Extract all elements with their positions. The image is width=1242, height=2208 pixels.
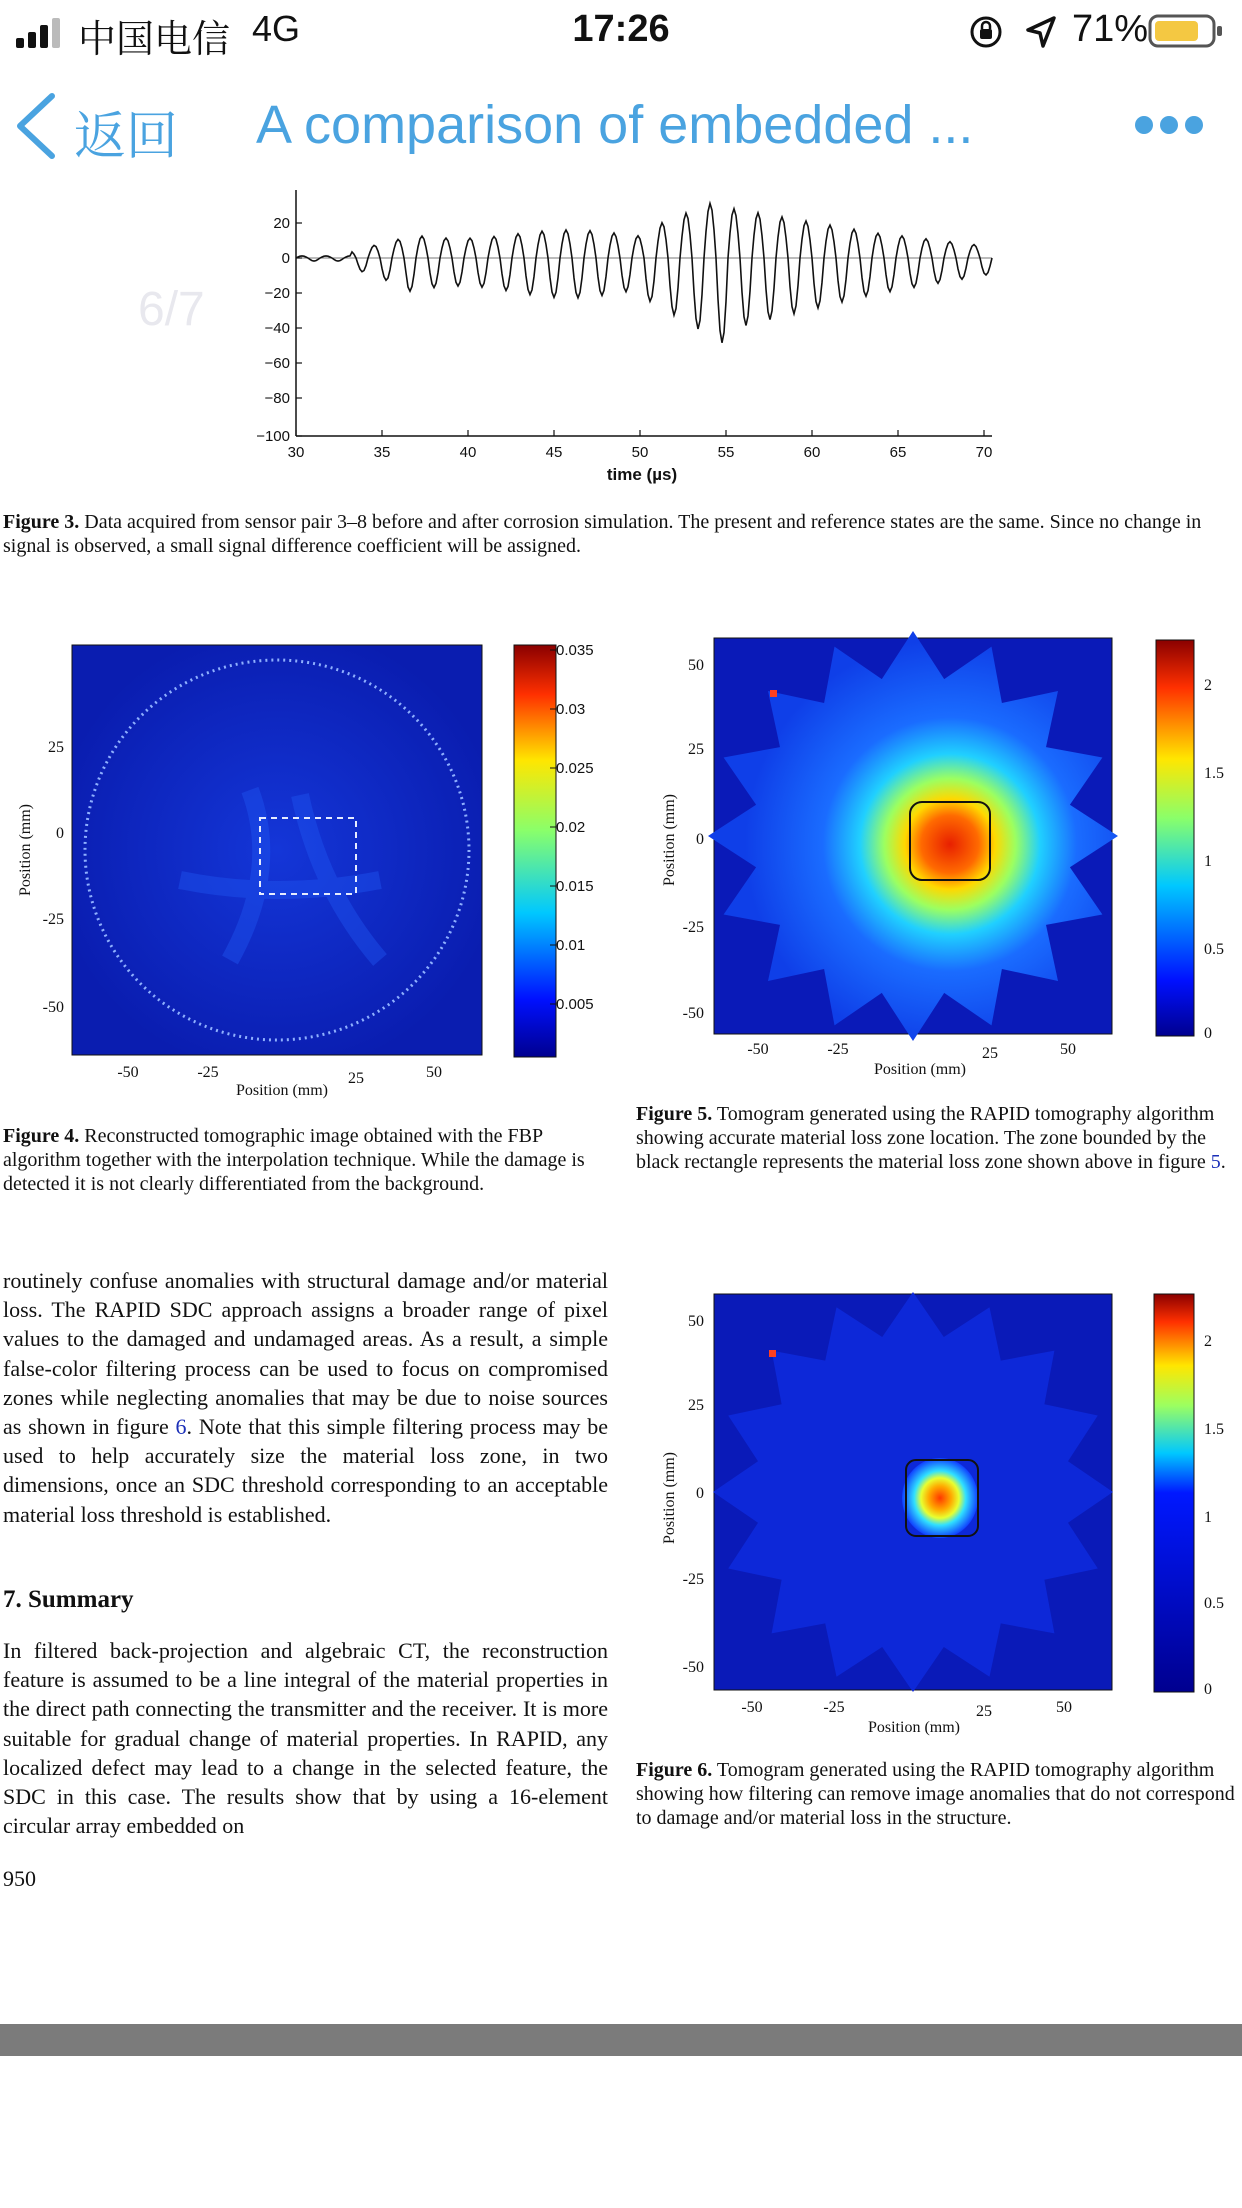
figure4-colorbar-tick-label: 0.025	[556, 760, 594, 777]
figure4-tomogram	[0, 630, 600, 1100]
figure6-y-tick-label: 25	[688, 1397, 704, 1414]
figure3-caption-label: Figure 3.	[3, 511, 80, 533]
figure3-y-tick-label: 20	[273, 215, 290, 232]
rotation-lock-icon	[968, 14, 1008, 54]
figure4-x-tick-label: 25	[348, 1070, 364, 1087]
figure5-y-axis-label: Position (mm)	[661, 793, 678, 887]
figure6-y-tick-label: -50	[682, 1659, 704, 1676]
figure3-waveform-plot	[230, 190, 1010, 490]
figure3-x-tick-label: 65	[889, 444, 907, 461]
figure5-x-tick-label: 25	[982, 1045, 998, 1062]
figure3-x-tick-label: 35	[373, 444, 391, 461]
figure3-caption	[3, 510, 1229, 558]
network-type: 4G	[252, 8, 301, 49]
figure4-caption-text: Reconstructed tomographic image obtained with the FBP algorithm together with the interpolation technique. While the damage is detected it is not clearly differentiated from the background.	[3, 1125, 585, 1195]
figure4-caption-label: Figure 4.	[3, 1125, 80, 1147]
figure4-x-tick-label: -25	[197, 1064, 219, 1081]
figure4-x-tick-label: -50	[117, 1064, 139, 1081]
figure5-colorbar-tick-label: 1	[1204, 853, 1212, 870]
figure3-y-tick-label: 0	[281, 250, 290, 267]
figure6-y-axis-label: Position (mm)	[661, 1451, 678, 1545]
page-number: 950	[3, 1866, 36, 1891]
figure4-y-axis-label: Position (mm)	[17, 803, 34, 897]
figure4-colorbar-tick-label: 0.005	[556, 996, 594, 1013]
figure5-y-tick-label: -25	[682, 919, 704, 936]
body-paragraph-1-text-a: routinely confuse anomalies with structural damage and/or material loss. The RAPID SDC approach assigns a broader range of pixel values to the damaged and undamaged areas. As a result, a simple false-color filtering process can be used to focus on compromised zones while neglecting anomalies that may be due to noise sources as shown in figure	[3, 1268, 608, 1440]
figure3-x-tick-label: 50	[631, 444, 649, 461]
page-indicator: 6/7	[138, 283, 205, 336]
figure5-y-tick-label: -50	[682, 1005, 704, 1022]
figure4-colorbar-tick-label: 0.01	[556, 937, 586, 954]
figure3-y-tick-label: −100	[256, 428, 290, 445]
back-chevron-icon[interactable]	[10, 90, 60, 162]
figure3-y-tick-label: −40	[264, 320, 290, 337]
figure5-caption-end: .	[1220, 1151, 1226, 1173]
figure4-y-tick-label: 25	[48, 739, 64, 756]
location-arrow-icon	[1022, 14, 1062, 54]
document-title: A comparison of embedded ...	[256, 95, 974, 155]
section-heading: 7. Summary	[3, 1586, 134, 1613]
figure3-caption-text: Data acquired from sensor pair 3–8 before and after corrosion simulation. The present and reference states are the same. Since no change in signal is observed, a small signal difference coefficient will be assigned.	[3, 511, 1202, 557]
figure5-colorbar-tick-label: 0.5	[1204, 941, 1224, 958]
figure4-x-axis-label: Position (mm)	[235, 1082, 329, 1099]
figure6-colorbar-tick-label: 0	[1204, 1681, 1212, 1698]
body-paragraph-2: In filtered back-projection and algebraic CT, the reconstruction feature is assumed to be a line integral of the material properties in the direct path connecting the transmitter and the receiver. It is more suitable for gradual change of material properties. In RAPID, any localized defect may lead to a change in the selected feature, the SDC in this case. The results show that by using a 16-element circular array embedded on	[3, 1638, 608, 1839]
figure6-x-axis-label: Position (mm)	[867, 1719, 961, 1736]
battery-icon	[1148, 14, 1224, 50]
back-button[interactable]: 返回	[74, 108, 179, 166]
figure6-y-tick-label: -25	[682, 1571, 704, 1588]
figure3-x-tick-label: 60	[803, 444, 821, 461]
figure3-x-tick-label: 70	[975, 444, 993, 461]
figure6-x-tick-label: 25	[976, 1703, 992, 1720]
figure5-x-tick-label: -50	[747, 1041, 769, 1058]
figure6-x-tick-label: -50	[741, 1699, 763, 1716]
figure5-reference-link[interactable]: 5	[1210, 1151, 1221, 1173]
figure3-x-tick-label: 30	[287, 444, 305, 461]
figure6-colorbar-tick-label: 1	[1204, 1509, 1212, 1526]
figure4-colorbar-tick-label: 0.02	[556, 819, 586, 836]
more-options-icon[interactable]	[1134, 114, 1204, 136]
figure5-colorbar-tick-label: 0	[1204, 1025, 1212, 1042]
figure5-y-tick-label: 0	[696, 831, 704, 848]
figure6-y-tick-label: 50	[688, 1313, 704, 1330]
figure6-caption-label: Figure 6.	[636, 1759, 713, 1781]
body-paragraph-1	[3, 1266, 608, 1529]
figure5-y-tick-label: 25	[688, 741, 704, 758]
figure3-y-tick-label: −20	[264, 285, 290, 302]
carrier-name: 中国电信	[78, 19, 231, 61]
figure4-colorbar-tick-label: 0.035	[556, 642, 594, 659]
figure6-caption	[636, 1758, 1242, 1830]
figure5-x-axis-label: Position (mm)	[873, 1061, 967, 1078]
figure6-colorbar-tick-label: 0.5	[1204, 1595, 1224, 1612]
figure6-caption-text: Tomogram generated using the RAPID tomography algorithm showing how filtering can remove image anomalies that do not correspond to damage and/or material loss in the structure.	[636, 1759, 1235, 1829]
figure6-tomogram	[640, 1286, 1242, 1746]
figure4-colorbar-tick-label: 0.015	[556, 878, 594, 895]
clock: 17:26	[572, 8, 670, 50]
figure6-y-tick-label: 0	[696, 1485, 704, 1502]
figure5-x-tick-label: -25	[827, 1041, 849, 1058]
figure3-y-tick-label: −60	[264, 355, 290, 372]
navigation-bar	[0, 62, 1242, 190]
figure3-x-tick-label: 40	[459, 444, 477, 461]
figure5-tomogram	[640, 630, 1242, 1090]
status-bar	[0, 0, 1242, 62]
page-separator-bar	[0, 2024, 1242, 2056]
figure3-x-tick-label: 55	[717, 444, 735, 461]
figure6-reference-link[interactable]: 6	[175, 1414, 187, 1440]
figure4-y-tick-label: -25	[42, 911, 64, 928]
figure5-caption	[636, 1102, 1236, 1174]
figure3-y-tick-label: −80	[264, 390, 290, 407]
figure6-colorbar-tick-label: 2	[1204, 1333, 1212, 1350]
figure3-x-tick-label: 45	[545, 444, 563, 461]
figure3-x-axis-label: time (µs)	[606, 465, 678, 484]
figure4-colorbar-tick-label: 0.03	[556, 701, 586, 718]
figure5-y-tick-label: 50	[688, 657, 704, 674]
figure5-colorbar-tick-label: 2	[1204, 677, 1212, 694]
figure4-x-tick-label: 50	[426, 1064, 442, 1081]
figure5-caption-text: Tomogram generated using the RAPID tomography algorithm showing accurate material loss zone location. The zone bounded by the black rectangle represents the material loss zone shown above in figure	[636, 1103, 1215, 1173]
body-paragraph-1-text-b: . Note that this simple filtering process may be used to help accurately size the material loss zone, in two dimensions, once an SDC threshold corresponding to an acceptable material loss threshold is established.	[3, 1414, 608, 1527]
figure4-caption	[3, 1124, 597, 1196]
figure6-colorbar-tick-label: 1.5	[1204, 1421, 1224, 1438]
figure4-y-tick-label: 0	[56, 825, 64, 842]
figure6-x-tick-label: -25	[823, 1699, 845, 1716]
figure5-x-tick-label: 50	[1060, 1041, 1076, 1058]
figure4-y-tick-label: -50	[42, 999, 64, 1016]
figure5-colorbar-tick-label: 1.5	[1204, 765, 1224, 782]
figure6-x-tick-label: 50	[1056, 1699, 1072, 1716]
battery-percent: 71%	[1072, 8, 1149, 50]
figure5-caption-label: Figure 5.	[636, 1103, 713, 1125]
